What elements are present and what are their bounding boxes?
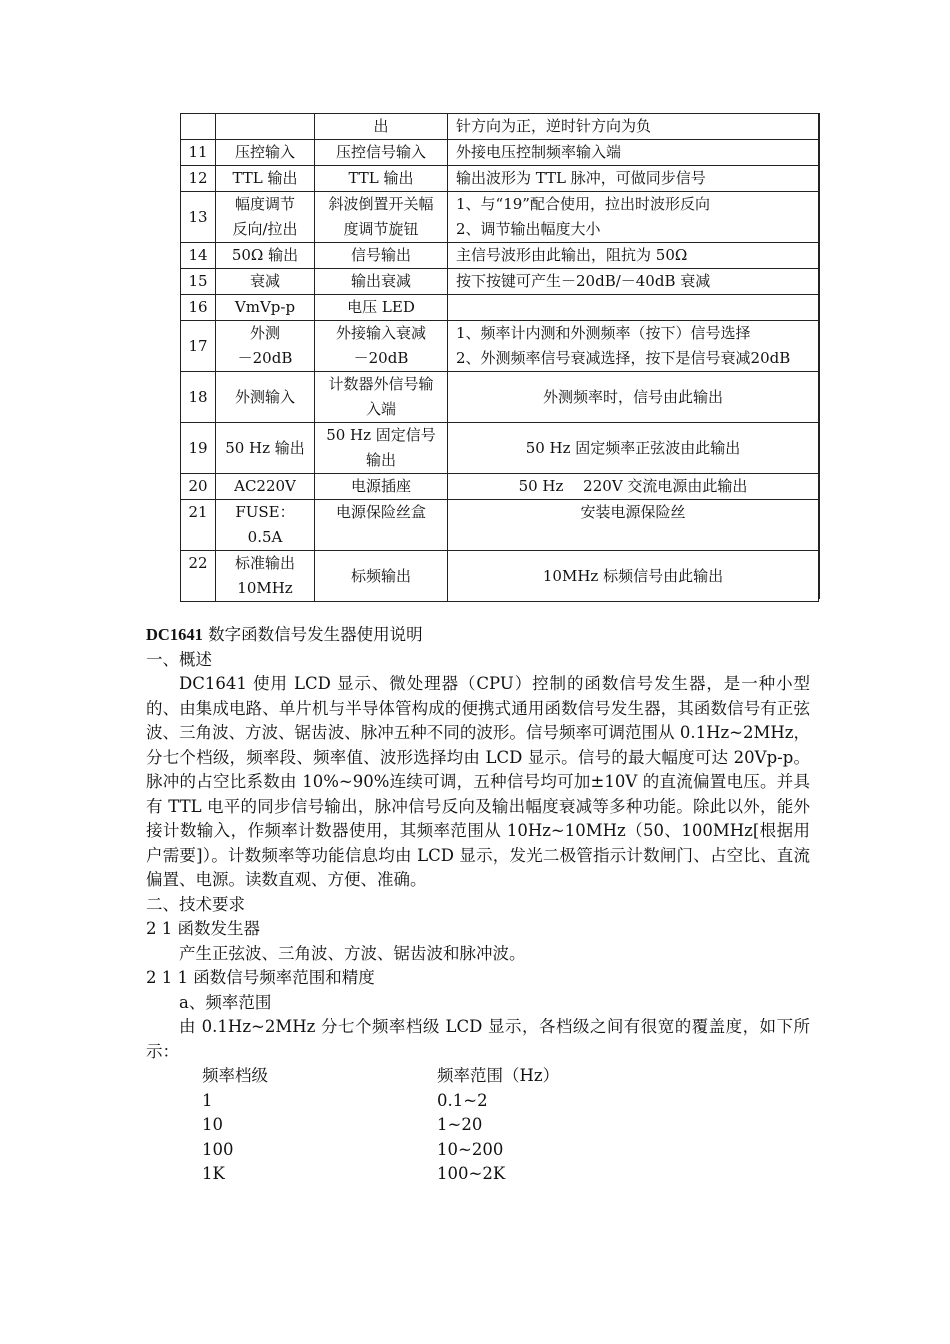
- table-row: [181, 243, 819, 269]
- row-number: 15: [181, 269, 216, 295]
- spec-table-body: [181, 114, 819, 602]
- row-description: 主信号波形由此输出，阻抗为 50Ω: [448, 243, 819, 269]
- table-row: [181, 321, 819, 372]
- row-function: 压控信号输入: [315, 140, 448, 166]
- row-function: 电源保险丝盒: [315, 500, 448, 551]
- row-description: 按下按键可产生－20dB/－40dB 衰减: [448, 269, 819, 295]
- row-name: 外测 －20dB: [216, 321, 315, 372]
- freq-header-range: 频率范围（Hz）: [437, 1066, 560, 1085]
- table-row: [181, 140, 819, 166]
- freq-level: 1: [202, 1090, 213, 1110]
- row-number: 11: [181, 140, 216, 166]
- row-name: 压控输入: [216, 140, 315, 166]
- table-row: [181, 423, 819, 474]
- row-function: 输出衰减: [315, 269, 448, 295]
- table-row: [181, 269, 819, 295]
- section-tech-heading: 二、技术要求: [146, 894, 245, 914]
- row-function: 信号输出: [315, 243, 448, 269]
- freq-level: 10: [202, 1115, 223, 1134]
- row-number: 20: [181, 474, 216, 500]
- freq-range: 10~200: [437, 1139, 504, 1159]
- table-right-border: [819, 113, 822, 599]
- row-number: [181, 114, 216, 140]
- freq-row: [202, 1113, 559, 1138]
- row-description: 1、频率计内测和外测频率（按下）信号选择 2、外测频率信号衰减选择，按下是信号衰减20dB: [448, 321, 819, 372]
- section-2-1-text: 产生正弦波、三角波、方波、锯齿波和脉冲波。: [179, 943, 526, 963]
- freq-range: 1~20: [437, 1115, 483, 1134]
- freq-row: [202, 1162, 559, 1187]
- row-name: [216, 114, 315, 140]
- row-description: [448, 295, 819, 321]
- row-number: 18: [181, 372, 216, 423]
- freq-level: 1K: [202, 1164, 225, 1183]
- row-name: FUSE： 0.5A: [216, 500, 315, 551]
- row-number: 14: [181, 243, 216, 269]
- row-function: 斜波倒置开关幅 度调节旋钮: [315, 192, 448, 243]
- table-row: [181, 295, 819, 321]
- row-function: 电压 LED: [315, 295, 448, 321]
- row-function: 电源插座: [315, 474, 448, 500]
- row-name: 50 Hz 输出: [216, 423, 315, 474]
- row-description: 10MHz 标频信号由此输出: [448, 551, 819, 602]
- freq-level: 100: [202, 1139, 234, 1159]
- row-name: 50Ω 输出: [216, 243, 315, 269]
- table-row: [181, 114, 819, 140]
- freq-table: [202, 1064, 559, 1187]
- row-number: 22: [181, 551, 216, 602]
- row-function: 50 Hz 固定信号 输出: [315, 423, 448, 474]
- section-2-1-1-heading: 2 1 1 函数信号频率范围和精度: [146, 968, 375, 987]
- row-number: 19: [181, 423, 216, 474]
- row-description: 1、与“19”配合使用，拉出时波形反向 2、调节输出幅度大小: [448, 192, 819, 243]
- row-description: 外测频率时，信号由此输出: [448, 372, 819, 423]
- freq-range-heading: a、频率范围: [179, 992, 272, 1012]
- freq-header-level: 频率档级: [202, 1066, 268, 1085]
- freq-table-body: [202, 1089, 559, 1187]
- section-overview-heading: 一、概述: [146, 649, 212, 669]
- row-number: 12: [181, 166, 216, 192]
- row-function: TTL 输出: [315, 166, 448, 192]
- row-number: 13: [181, 192, 216, 243]
- freq-row: [202, 1089, 559, 1114]
- row-function: 外接输入衰减 －20dB: [315, 321, 448, 372]
- row-function: 出: [315, 114, 448, 140]
- row-name: VmVp-p: [216, 295, 315, 321]
- row-description: 50 Hz 220V 交流电源由此输出: [448, 474, 819, 500]
- table-row: [181, 192, 819, 243]
- row-number: 16: [181, 295, 216, 321]
- freq-range-paragraph: 由 0.1Hz~2MHz 分七个频率档级 LCD 显示，各档级之间有很宽的覆盖度，如下所示：: [146, 1017, 810, 1061]
- spec-table: [180, 113, 819, 602]
- table-row: [181, 551, 819, 602]
- freq-row: [202, 1138, 559, 1163]
- doc-title: DC1641 数字函数信号发生器使用说明: [146, 625, 423, 644]
- row-description: 50 Hz 固定频率正弦波由此输出: [448, 423, 819, 474]
- row-function: 标频输出: [315, 551, 448, 602]
- overview-paragraph: DC1641 使用 LCD 显示、微处理器（CPU）控制的函数信号发生器，是一种小型的、由集成电路、单片机与半导体管构成的便携式通用函数信号发生器，其函数信号有正弦波、三角波、方波、锯齿波、脉冲五种不同的波形。信号频率可调范围从 0.1Hz~2MHz，分七个档级，频率段、频率值、波形选择均由 LCD 显示。信号的最大幅度可达 20Vp-p。脉冲的占空比系数由 10%~90%连续可调，五种信号均可加±10V 的直流偏置电压。并具有 TTL 电平的同步信号输出，脉冲信号反向及输出幅度衰减等多种功能。除此以外，能外接计数输入，作频率计数器使用，其频率范围从 10Hz~10MHz（50、100MHz[根据用户需要]）。计数频率等功能信息均由 LCD 显示，发光二极管指示计数闸门、占空比、直流偏置、电源。读数直观、方便、准确。: [146, 674, 810, 889]
- row-name: TTL 输出: [216, 166, 315, 192]
- section-2-1-heading: 2 1 函数发生器: [146, 919, 260, 938]
- row-description: 外接电压控制频率输入端: [448, 140, 819, 166]
- table-row: [181, 372, 819, 423]
- row-function: 计数器外信号输 入端: [315, 372, 448, 423]
- row-number: 21: [181, 500, 216, 551]
- row-name: 幅度调节 反向/拉出: [216, 192, 315, 243]
- table-row: [181, 474, 819, 500]
- freq-table-header: [202, 1064, 559, 1089]
- freq-range: 100~2K: [437, 1164, 506, 1183]
- table-row: [181, 500, 819, 551]
- row-number: 17: [181, 321, 216, 372]
- row-name: 外测输入: [216, 372, 315, 423]
- table-row: [181, 166, 819, 192]
- row-name: 标准输出 10MHz: [216, 551, 315, 602]
- row-name: 衰减: [216, 269, 315, 295]
- freq-range: 0.1~2: [437, 1090, 488, 1110]
- manual-text: [146, 623, 810, 1187]
- row-description: 输出波形为 TTL 脉冲，可做同步信号: [448, 166, 819, 192]
- row-name: AC220V: [216, 474, 315, 500]
- row-description: 针方向为正，逆时针方向为负: [448, 114, 819, 140]
- row-description: 安装电源保险丝: [448, 500, 819, 551]
